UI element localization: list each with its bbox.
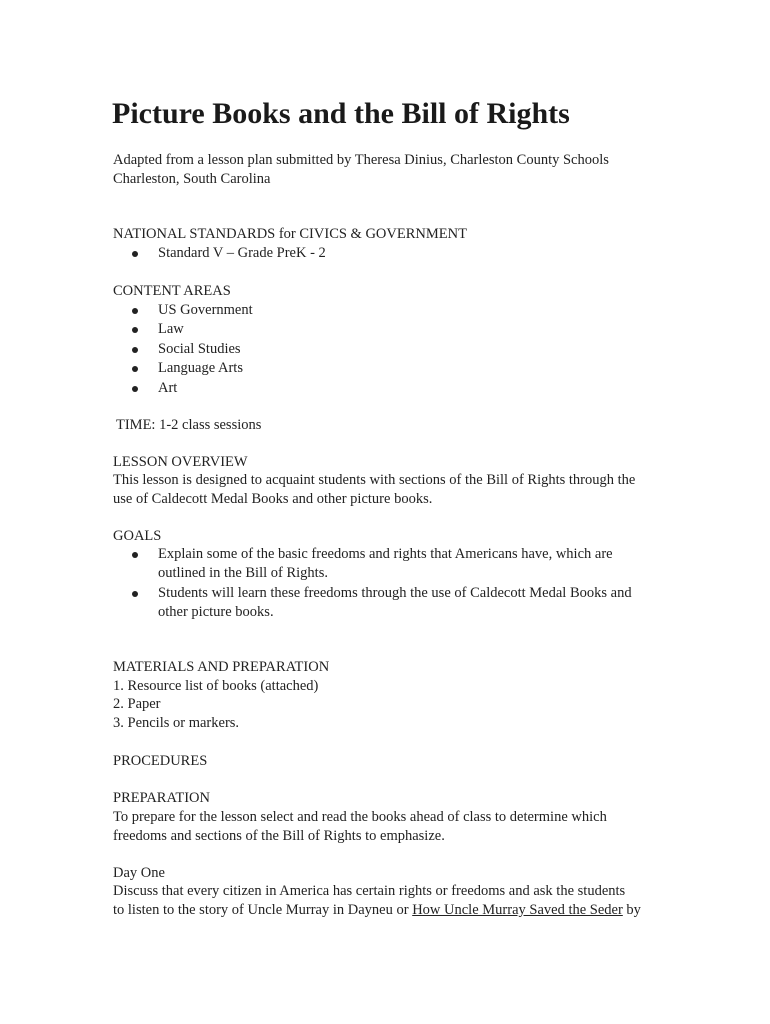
preparation-line-1: To prepare for the lesson select and read the books ahead of class to determine which xyxy=(113,809,607,825)
overview-heading: LESSON OVERVIEW xyxy=(113,454,248,470)
content-area-item: Art xyxy=(158,380,178,396)
bullet-icon xyxy=(132,327,138,333)
goal-item-1-line-2: outlined in the Bill of Rights. xyxy=(158,565,328,581)
book-title-link: How Uncle Murray Saved the Seder xyxy=(412,902,623,918)
goal-item-2-line-1: Students will learn these freedoms through the use of Caldecott Medal Books and xyxy=(158,585,632,601)
content-area-item: Law xyxy=(158,321,184,337)
bullet-icon xyxy=(132,347,138,353)
materials-heading: MATERIALS AND PREPARATION xyxy=(113,659,330,675)
day-one-line-2-prefix: to listen to the story of Uncle Murray in Dayneu or xyxy=(113,902,413,918)
bullet-icon xyxy=(132,552,138,558)
content-area-item: Language Arts xyxy=(158,360,243,376)
content-area-item: Social Studies xyxy=(158,341,241,357)
standards-heading: NATIONAL STANDARDS for CIVICS & GOVERNMENT xyxy=(113,226,467,242)
bullet-icon xyxy=(132,591,138,597)
overview-line-2: use of Caldecott Medal Books and other picture books. xyxy=(113,491,433,507)
day-one-line-2 xyxy=(113,901,641,920)
goal-item-1-line-1: Explain some of the basic freedoms and rights that Americans have, which are xyxy=(158,546,613,562)
standards-item: Standard V – Grade PreK - 2 xyxy=(158,245,326,261)
preparation-line-2: freedoms and sections of the Bill of Rights to emphasize. xyxy=(113,828,445,844)
procedures-heading: PROCEDURES xyxy=(113,753,208,769)
bullet-icon xyxy=(132,366,138,372)
day-one-heading: Day One xyxy=(113,865,165,881)
materials-item: 3. Pencils or markers. xyxy=(113,715,240,731)
bullet-icon xyxy=(132,386,138,392)
preparation-heading: PREPARATION xyxy=(113,790,210,806)
day-one-line-1: Discuss that every citizen in America has certain rights or freedoms and ask the students xyxy=(113,883,626,899)
materials-item: 2. Paper xyxy=(113,696,161,712)
time-line: TIME: 1-2 class sessions xyxy=(116,417,262,433)
attribution-line-1: Adapted from a lesson plan submitted by Theresa Dinius, Charleston County Schools xyxy=(113,152,609,168)
bullet-icon xyxy=(132,308,138,314)
goal-item-2-line-2: other picture books. xyxy=(158,604,274,620)
attribution-line-2: Charleston, South Carolina xyxy=(113,171,271,187)
page-title: Picture Books and the Bill of Rights xyxy=(112,97,570,130)
content-areas-heading: CONTENT AREAS xyxy=(113,283,231,299)
goals-heading: GOALS xyxy=(113,528,162,544)
overview-line-1: This lesson is designed to acquaint students with sections of the Bill of Rights through the xyxy=(113,472,636,488)
bullet-icon xyxy=(132,251,138,257)
day-one-line-2-suffix: by xyxy=(622,902,641,918)
materials-item: 1. Resource list of books (attached) xyxy=(113,678,319,694)
content-area-item: US Government xyxy=(158,302,253,318)
